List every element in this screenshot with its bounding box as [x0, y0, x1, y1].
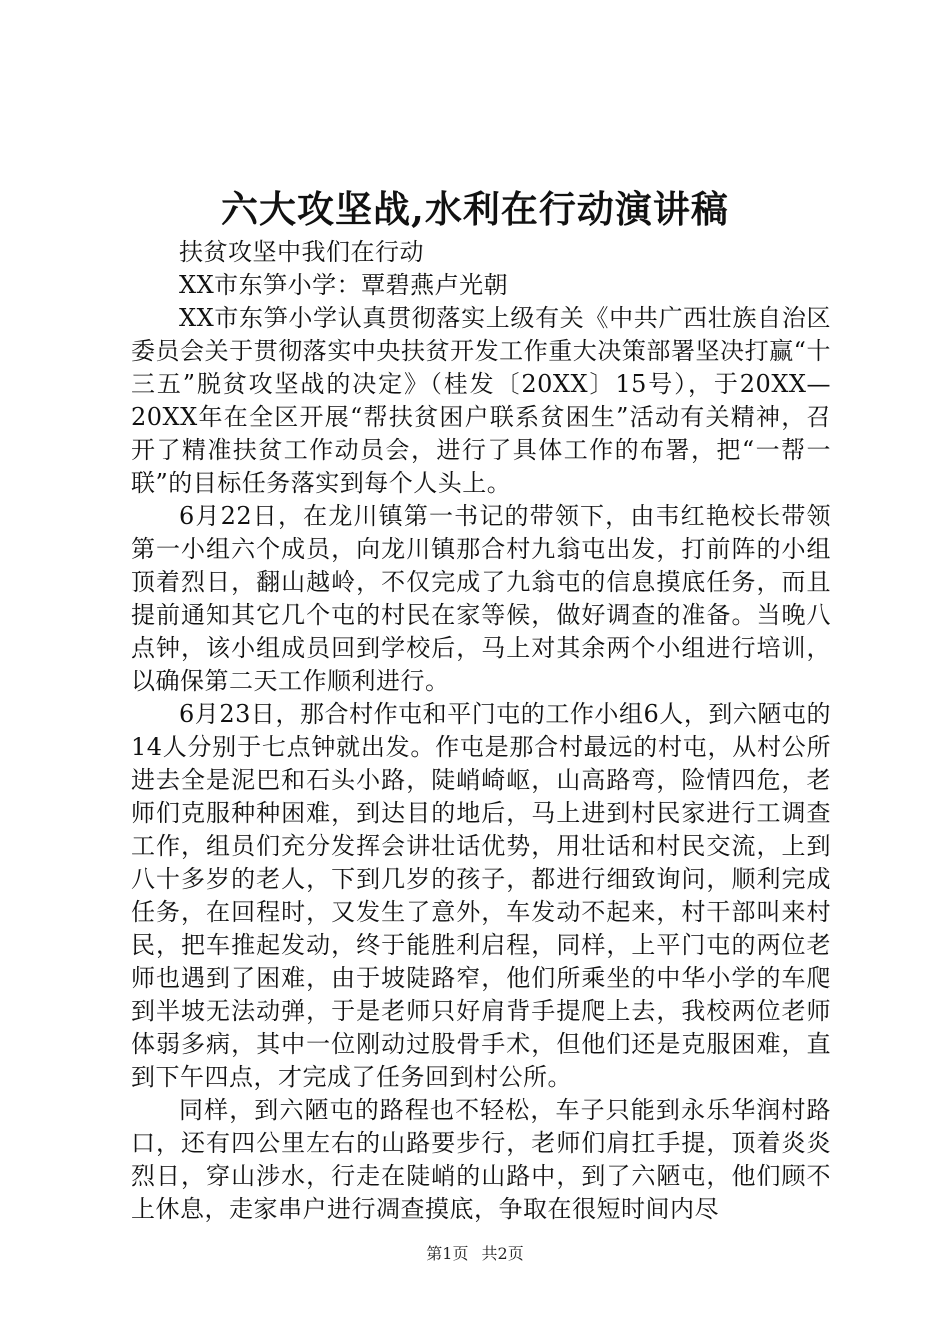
subtitle-paragraph: 扶贫攻坚中我们在行动	[179, 238, 424, 266]
body-paragraph: 6月23日，那合村作屯和平门屯的工作小组6人，到六陋屯的14人分别于七点钟就出发。作屯是那合村最远的村屯，从村公所进去全是泥巴和石头小路，陡峭崎岖，山高路弯，险情四危，老师们克服种种困难，到达目的地后，马上进到村民家进行工调查工作，组员们充分发挥会讲壮话优势，用壮话和村民交流，上到八十多岁的老人，下到几岁的孩子，都进行细致询问，顺利完成任务，在回程时，又发生了意外，车发动不起来，村干部叫来村民，把车推起发动，终于能胜利启程，同样，上平门屯的两位老师也遇到了困难，由于坡陡路窄，他们所乘坐的中华小学的车爬到半坡无法动弹，于是老师只好肩背手提爬上去，我校两位老师体弱多病，其中一位刚动过股骨手术，但他们还是克服困难，直到下午四点，才完成了任务回到村公所。	[131, 700, 831, 1091]
author-paragraph: XX市东笋小学：覃碧燕卢光朝	[179, 271, 509, 299]
page-total: 共2页	[481, 1244, 524, 1263]
document-body	[131, 236, 831, 1226]
page-number: 第1页	[426, 1244, 469, 1263]
body-paragraph: XX市东笋小学认真贯彻落实上级有关《中共广西壮族自治区委员会关于贯彻落实中央扶贫开发工作重大决策部署坚决打赢“十三五”脱贫攻坚战的决定》（桂发〔20XX〕15号），于20XX—20XX年在全区开展“帮扶贫困户联系贫困生”活动有关精神，召开了精准扶贫工作动员会，进行了具体工作的布署，把“一帮一联”的目标任务落实到每个人头上。	[131, 304, 831, 497]
body-paragraph: 同样，到六陋屯的路程也不轻松，车子只能到永乐华润村路口，还有四公里左右的山路要步行，老师们肩扛手提，顶着炎炎烈日，穿山涉水，行走在陡峭的山路中，到了六陋屯，他们顾不上休息，走家串户进行凋查摸底，争取在很短时间内尽	[131, 1096, 831, 1223]
body-paragraph: 6月22日，在龙川镇第一书记的带领下，由韦红艳校长带领第一小组六个成员，向龙川镇那合村九翁屯出发，打前阵的小组顶着烈日，翻山越岭，不仅完成了九翁屯的信息摸底任务，而且提前通知其它几个屯的村民在家等候，做好调查的准备。当晚八点钟，该小组成员回到学校后，马上对其余两个小组进行培训，以确保第二天工作顺利进行。	[131, 502, 831, 695]
document-title: 六大攻坚战,水利在行动演讲稿	[221, 187, 729, 231]
page-footer	[0, 1243, 950, 1265]
